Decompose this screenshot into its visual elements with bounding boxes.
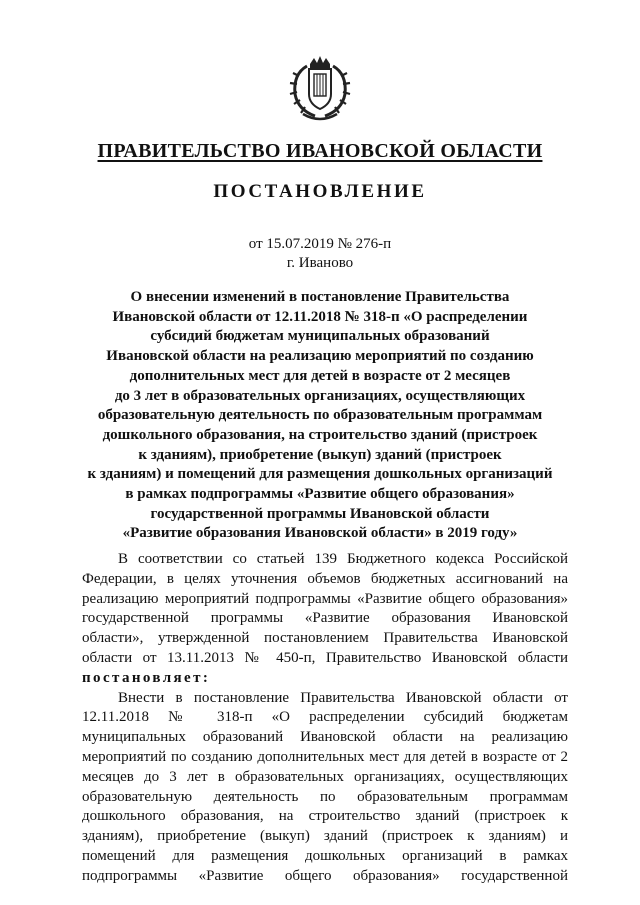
heading-line: до 3 лет в образовательных организациях, осуществляющих [114,387,526,404]
heading-line: Ивановской области на реализацию мероприятий по созданию [106,348,534,365]
body-line: дошкольного образования, на строительство зданий (пристроек к [82,808,568,825]
body-line: подпрограммы «Развитие общего образования» государственной [82,867,568,884]
document-body [82,550,568,887]
heading-line: Ивановской области от 12.11.2018 № 318-п «О распределении [112,308,528,325]
body-line: помещений для размещения дошкольных организаций в рамках [82,847,568,864]
heading-line: дополнительных мест для детей в возрасте от 2 месяцев [129,367,511,384]
body-line: 12.11.2018 № 318-п «О распределении субсидий бюджетам [82,709,568,726]
body-line: области», утвержденной постановлением Правительства Ивановской [82,630,568,647]
government-title: ПРАВИТЕЛЬСТВО ИВАНОВСКОЙ ОБЛАСТИ [97,140,543,162]
body-line: Внести в постановление Правительства Ивановской области от [118,689,568,706]
heading-line: «Развитие образования Ивановской области» в 2019 году» [122,525,518,542]
document-city: г. Иваново [286,255,354,271]
document-heading [70,288,570,544]
heading-line: образовательную деятельность по образовательным программам [97,407,543,424]
heading-line: к зданиям) и помещений для размещения дошкольных организаций [87,466,553,483]
document-date-number: от 15.07.2019 № 276-п [248,236,392,252]
heading-line: государственной программы Ивановской области [150,505,490,522]
coat-of-arms-icon [281,54,359,124]
heading-line: О внесении изменений в постановление Правительства [130,289,510,305]
heading-line: субсидий бюджетам муниципальных образований [150,328,490,345]
body-line: Федерации, в целях уточнения объемов бюджетных ассигнований на [82,570,568,587]
body-line: В соответствии со статьей 139 Бюджетного кодекса Российской [118,551,568,567]
document-type: ПОСТАНОВЛЕНИЕ [213,181,427,202]
body-line: государственной программы «Развитие образования Ивановской [82,610,568,627]
body-line: мероприятий по созданию дополнительных мест для детей в возрасте от 2 [82,748,568,765]
body-line-resolves: постановляет: [82,669,211,686]
body-line: области от 13.11.2013 № 450-п, Правительство Ивановской области [82,649,568,666]
body-line: зданиям), приобретение (выкуп) зданий (пристроек к зданиям) и [82,828,568,845]
heading-line: в рамках подпрограммы «Развитие общего образования» [125,486,515,503]
heading-line: дошкольного образования, на строительство зданий (пристроек [102,426,538,443]
body-line: реализацию мероприятий подпрограммы «Развитие общего образования» [82,590,568,607]
heading-line: к зданиям), приобретение (выкуп) зданий (пристроек [138,446,502,463]
body-line: муниципальных образований Ивановской области на реализацию [82,729,568,746]
body-line: образовательную деятельность по образовательным программам [82,788,568,805]
body-line: месяцев до 3 лет в образовательных организациях, осуществляющих [82,768,568,785]
